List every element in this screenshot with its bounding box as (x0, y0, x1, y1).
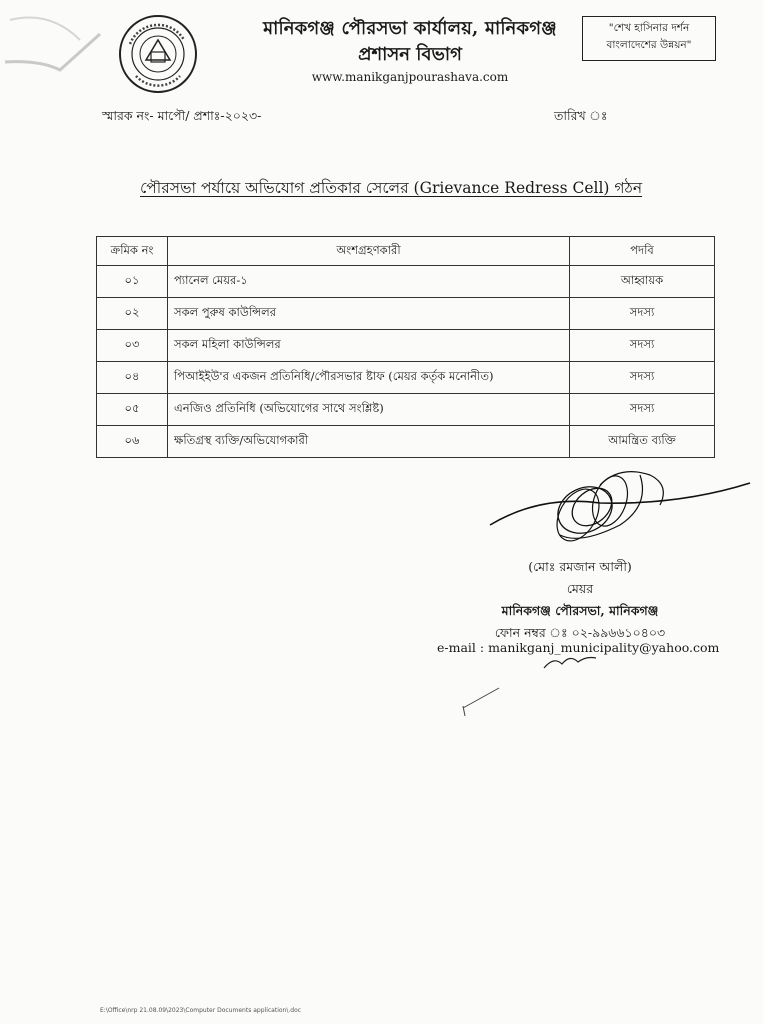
committee-table (96, 236, 715, 458)
cell-participant: পিআইইউ'র একজন প্রতিনিধি/পৌরসভার ষ্টাফ (মেয়র কর্তৃক মনোনীত) (168, 362, 570, 394)
file-path-footer: E:\Office\nrp 21.08.09\2023\Computer Documents application\.doc (100, 1007, 302, 1014)
website-url: www.manikganjpourashava.com (311, 70, 509, 84)
table-row (97, 330, 715, 362)
slogan-box (582, 16, 716, 61)
municipality-seal (118, 14, 198, 94)
cell-post: আহ্বায়ক (570, 266, 715, 298)
table-row (97, 266, 715, 298)
office-title: মানিকগঞ্জ পৌরসভা কার্যালয়, মানিকগঞ্জ (263, 18, 557, 39)
slogan-line-2: বাংলাদেশের উন্নয়ন" (606, 39, 692, 51)
signatory-phone: ফোন নম্বর ঃ ০২-৯৯৬৬১০৪০৩ (494, 625, 666, 640)
signatory-office: মানিকগঞ্জ পৌরসভা, মানিকগঞ্জ (501, 603, 659, 618)
cell-participant: এনজিও প্রতিনিধি (অভিযোগের সাথে সংশ্লিষ্ট) (168, 394, 570, 426)
signatory-block (420, 556, 740, 644)
cell-participant: ক্ষতিগ্রস্থ ব্যক্তি/অভিযোগকারী (168, 426, 570, 458)
header-post: পদবি (570, 237, 715, 266)
date-label: তারিখ ঃ (554, 108, 608, 123)
table-header-row (97, 237, 715, 266)
header-participant: অংশগ্রহণকারী (168, 237, 570, 266)
table-row (97, 394, 715, 426)
cell-participant: সকল পুরুষ কাউন্সিলর (168, 298, 570, 330)
table-row (97, 426, 715, 458)
slogan-line-1: "শেখ হাসিনার দর্শন (608, 22, 690, 34)
cell-post: সদস্য (570, 362, 715, 394)
cell-serial: ০২ (97, 298, 168, 330)
subject-heading: পৌরসভা পর্যায়ে অভিযোগ প্রতিকার সেলের (Grievance Redress Cell) গঠন (140, 179, 643, 197)
cell-serial: ০৪ (97, 362, 168, 394)
cell-serial: ০৬ (97, 426, 168, 458)
cell-participant: সকল মহিলা কাউন্সিলর (168, 330, 570, 362)
cell-post: আমন্ত্রিত ব্যক্তি (570, 426, 715, 458)
signatory-name: (মোঃ রমজান আলী) (528, 559, 632, 574)
table-row (97, 298, 715, 330)
cell-post: সদস্য (570, 330, 715, 362)
cell-serial: ০১ (97, 266, 168, 298)
department-title: প্রশাসন বিভাগ (358, 44, 462, 65)
cell-serial: ০৫ (97, 394, 168, 426)
table-row (97, 362, 715, 394)
memo-number: স্মারক নং- মাপৌ/ প্রশাঃ-২০২৩- (102, 108, 262, 123)
header-serial: ক্রমিক নং (97, 237, 168, 266)
signatory-email: e-mail : manikganj_municipality@yahoo.com (437, 640, 720, 655)
paper-clip-mark (0, 0, 110, 90)
mayor-signature (480, 455, 760, 565)
signatory-title: মেয়র (566, 581, 594, 596)
pen-mark (455, 682, 505, 722)
cell-post: সদস্য (570, 298, 715, 330)
cell-participant: প্যানেল মেয়র-১ (168, 266, 570, 298)
initial-scribble (540, 648, 600, 674)
cell-serial: ০৩ (97, 330, 168, 362)
cell-post: সদস্য (570, 394, 715, 426)
